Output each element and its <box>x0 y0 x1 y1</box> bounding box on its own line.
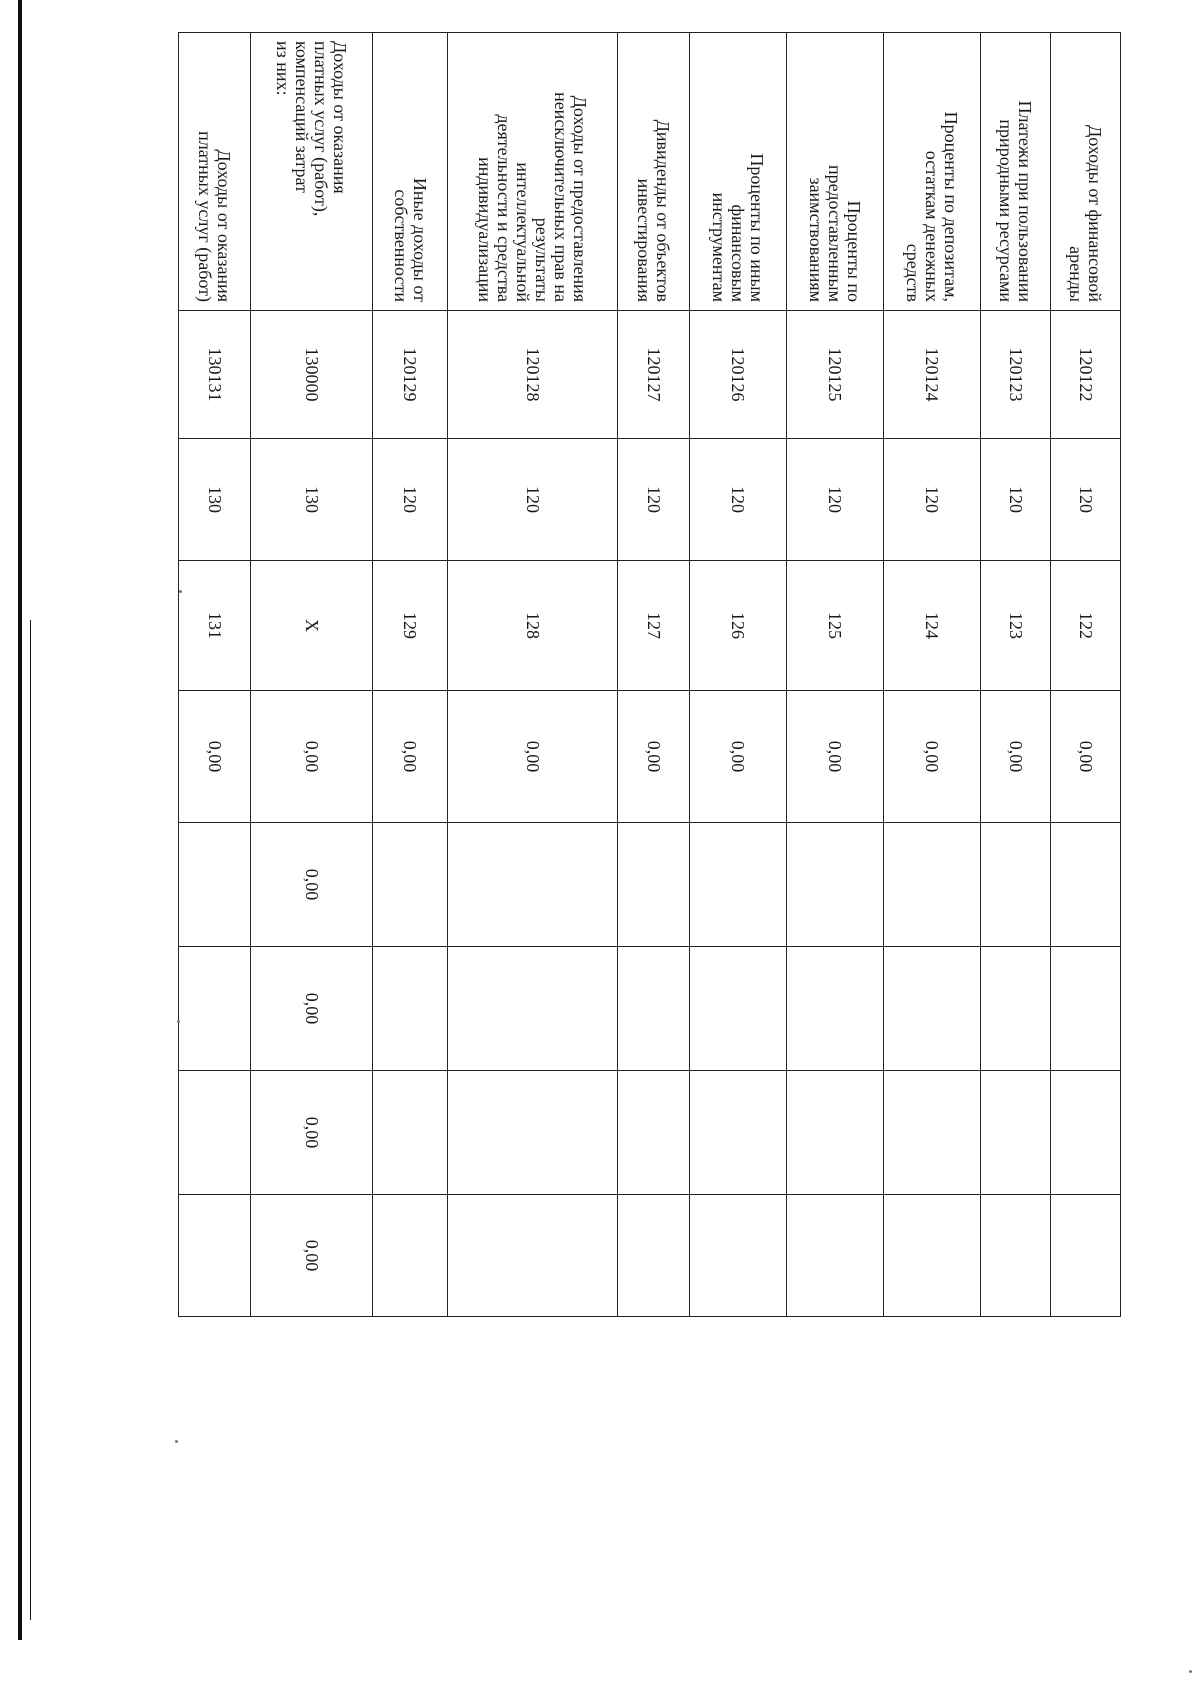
row-value-1 <box>1051 823 1121 947</box>
row-value-4 <box>373 1195 448 1317</box>
row-value-4 <box>884 1195 981 1317</box>
row-value-3 <box>179 1071 251 1195</box>
row-name <box>251 33 373 311</box>
row-value-1 <box>787 823 884 947</box>
income-table <box>178 32 1121 1317</box>
row-value-3 <box>618 1071 690 1195</box>
row-value-2 <box>179 947 251 1071</box>
row-total: 0,00 <box>884 691 981 823</box>
row-line: 126 <box>690 561 787 691</box>
row-kosgu: 120 <box>618 439 690 561</box>
row-total: 0,00 <box>373 691 448 823</box>
row-name <box>884 33 981 311</box>
row-line: X <box>251 561 373 691</box>
row-value-1 <box>981 823 1051 947</box>
row-code: 120123 <box>981 311 1051 439</box>
row-code: 130000 <box>251 311 373 439</box>
row-value-1 <box>690 823 787 947</box>
row-value-4 <box>618 1195 690 1317</box>
row-value-4 <box>981 1195 1051 1317</box>
row-total: 0,00 <box>448 691 618 823</box>
row-value-2 <box>690 947 787 1071</box>
row-total: 0,00 <box>981 691 1051 823</box>
row-name-text: Дивиденды от объектов инвестирования <box>634 119 674 302</box>
row-line: 124 <box>884 561 981 691</box>
row-total: 0,00 <box>690 691 787 823</box>
table-row <box>884 33 981 1317</box>
row-kosgu: 120 <box>690 439 787 561</box>
table-row <box>981 33 1051 1317</box>
row-value-2 <box>884 947 981 1071</box>
row-total: 0,00 <box>1051 691 1121 823</box>
row-name <box>787 33 884 311</box>
row-kosgu: 120 <box>787 439 884 561</box>
row-value-4 <box>690 1195 787 1317</box>
row-kosgu: 120 <box>373 439 448 561</box>
table-body <box>179 33 1121 1317</box>
row-value-4 <box>448 1195 618 1317</box>
scan-dot <box>1189 1670 1192 1673</box>
table-row <box>251 33 373 1317</box>
row-code: 120126 <box>690 311 787 439</box>
row-name <box>448 33 618 311</box>
row-name-text: Проценты по депозитам, остаткам денежных средств <box>903 111 962 302</box>
scan-dot <box>179 590 182 593</box>
row-total: 0,00 <box>179 691 251 823</box>
row-name-text: Иные доходы от собственности <box>391 177 430 302</box>
row-name-text: Доходы от оказания платных услуг (работ), компенсаций затрат из них: <box>273 41 351 217</box>
row-value-2: 0,00 <box>251 947 373 1071</box>
row-code: 120122 <box>1051 311 1121 439</box>
row-value-3 <box>884 1071 981 1195</box>
row-value-4 <box>787 1195 884 1317</box>
table-row <box>1051 33 1121 1317</box>
row-value-4: 0,00 <box>251 1195 373 1317</box>
row-value-4 <box>1051 1195 1121 1317</box>
row-name <box>1051 33 1121 311</box>
row-value-2 <box>1051 947 1121 1071</box>
row-line: 131 <box>179 561 251 691</box>
row-code: 120124 <box>884 311 981 439</box>
row-name <box>618 33 690 311</box>
row-value-3 <box>690 1071 787 1195</box>
table-row <box>448 33 618 1317</box>
row-kosgu: 120 <box>1051 439 1121 561</box>
row-value-3 <box>981 1071 1051 1195</box>
row-kosgu: 120 <box>884 439 981 561</box>
row-kosgu: 120 <box>448 439 618 561</box>
row-value-1 <box>448 823 618 947</box>
row-value-3 <box>1051 1071 1121 1195</box>
row-value-4 <box>179 1195 251 1317</box>
row-kosgu: 130 <box>251 439 373 561</box>
row-total: 0,00 <box>618 691 690 823</box>
row-code: 120129 <box>373 311 448 439</box>
scan-edge-line-thin <box>30 620 31 1620</box>
row-value-1: 0,00 <box>251 823 373 947</box>
row-value-1 <box>618 823 690 947</box>
row-total: 0,00 <box>787 691 884 823</box>
table-row <box>618 33 690 1317</box>
row-code: 120125 <box>787 311 884 439</box>
row-value-3: 0,00 <box>251 1071 373 1195</box>
row-name <box>373 33 448 311</box>
row-line: 129 <box>373 561 448 691</box>
row-value-1 <box>373 823 448 947</box>
scan-dot <box>177 1020 180 1023</box>
row-kosgu: 120 <box>981 439 1051 561</box>
row-name <box>179 33 251 311</box>
row-name-text: Платежи при пользовании природными ресурсами <box>996 100 1036 302</box>
row-code: 120127 <box>618 311 690 439</box>
row-value-2 <box>981 947 1051 1071</box>
row-value-1 <box>884 823 981 947</box>
row-line: 127 <box>618 561 690 691</box>
table-row <box>373 33 448 1317</box>
row-line: 123 <box>981 561 1051 691</box>
table-row <box>690 33 787 1317</box>
row-kosgu: 130 <box>179 439 251 561</box>
table-row <box>787 33 884 1317</box>
row-name-text: Проценты по иным финансовым инструментам <box>709 153 768 302</box>
row-value-2 <box>618 947 690 1071</box>
row-code: 130131 <box>179 311 251 439</box>
row-value-1 <box>179 823 251 947</box>
table-row <box>179 33 251 1317</box>
row-name-text: Проценты по предоставленным заимствованиям <box>806 164 865 302</box>
row-value-2 <box>787 947 884 1071</box>
row-name-text: Доходы от оказания платных услуг (работ) <box>195 131 235 302</box>
scan-dot <box>175 1440 178 1443</box>
row-code: 120128 <box>448 311 618 439</box>
row-name-text: Доходы от предоставления неисключительных прав на результаты интеллектуальной деятельности и средства индивидуализации <box>475 92 591 302</box>
row-line: 122 <box>1051 561 1121 691</box>
row-name <box>981 33 1051 311</box>
row-value-3 <box>373 1071 448 1195</box>
row-total: 0,00 <box>251 691 373 823</box>
row-line: 125 <box>787 561 884 691</box>
row-name <box>690 33 787 311</box>
row-name-text: Доходы от финансовой аренды <box>1066 124 1106 302</box>
row-value-2 <box>373 947 448 1071</box>
row-line: 128 <box>448 561 618 691</box>
scan-edge-line <box>18 0 22 1640</box>
row-value-3 <box>448 1071 618 1195</box>
row-value-2 <box>448 947 618 1071</box>
row-value-3 <box>787 1071 884 1195</box>
